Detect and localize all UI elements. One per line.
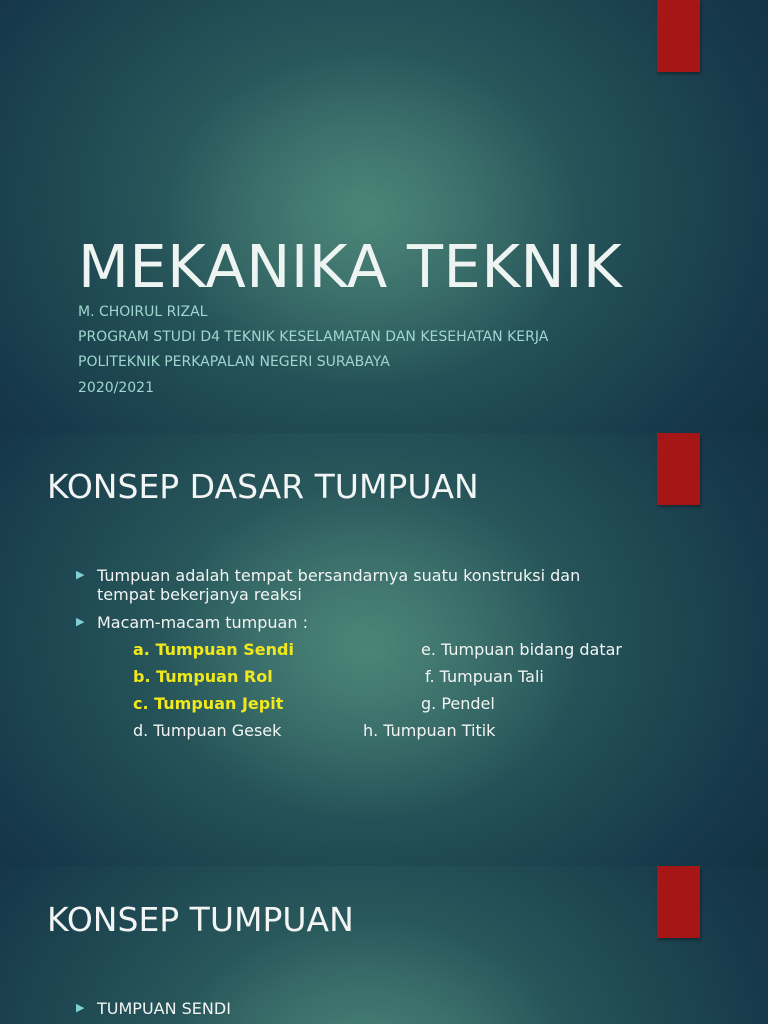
triangle-bullet-icon: ▶ bbox=[76, 615, 85, 628]
bullet-text-cont: tempat bekerjanya reaksi bbox=[97, 585, 302, 604]
bullet-text: Tumpuan adalah tempat bersandarnya suatu konstruksi dan bbox=[97, 566, 581, 585]
accent-bar bbox=[657, 433, 700, 505]
list-item: d. Tumpuan Gesek bbox=[133, 721, 282, 740]
slide-1[interactable] bbox=[0, 0, 768, 433]
program-line: PROGRAM STUDI D4 TEKNIK KESELAMATAN DAN KESEHATAN KERJA bbox=[78, 329, 549, 345]
list-item: g. Pendel bbox=[421, 694, 495, 713]
list-item: f. Tumpuan Tali bbox=[425, 667, 544, 686]
list-item: e. Tumpuan bidang datar bbox=[421, 640, 622, 659]
list-item: h. Tumpuan Titik bbox=[363, 721, 496, 740]
accent-bar bbox=[657, 0, 700, 72]
institution-line: POLITEKNIK PERKAPALAN NEGERI SURABAYA bbox=[78, 354, 390, 370]
slide-title: MEKANIKA TEKNIK bbox=[78, 232, 623, 301]
slide-2[interactable] bbox=[0, 433, 768, 866]
slide-title: KONSEP TUMPUAN bbox=[47, 900, 354, 939]
accent-bar bbox=[657, 866, 700, 938]
list-item: a. Tumpuan Sendi bbox=[133, 640, 294, 659]
list-item: b. Tumpuan Rol bbox=[133, 667, 273, 686]
bullet-text: TUMPUAN SENDI bbox=[97, 999, 231, 1018]
year-line: 2020/2021 bbox=[78, 380, 154, 396]
slide-title: KONSEP DASAR TUMPUAN bbox=[47, 467, 479, 506]
author-line: M. CHOIRUL RIZAL bbox=[78, 304, 208, 320]
slide-3[interactable] bbox=[0, 866, 768, 1024]
bullet-text: Macam-macam tumpuan : bbox=[97, 613, 308, 632]
triangle-bullet-icon: ▶ bbox=[76, 1001, 85, 1014]
list-item: c. Tumpuan Jepit bbox=[133, 694, 284, 713]
triangle-bullet-icon: ▶ bbox=[76, 568, 85, 581]
